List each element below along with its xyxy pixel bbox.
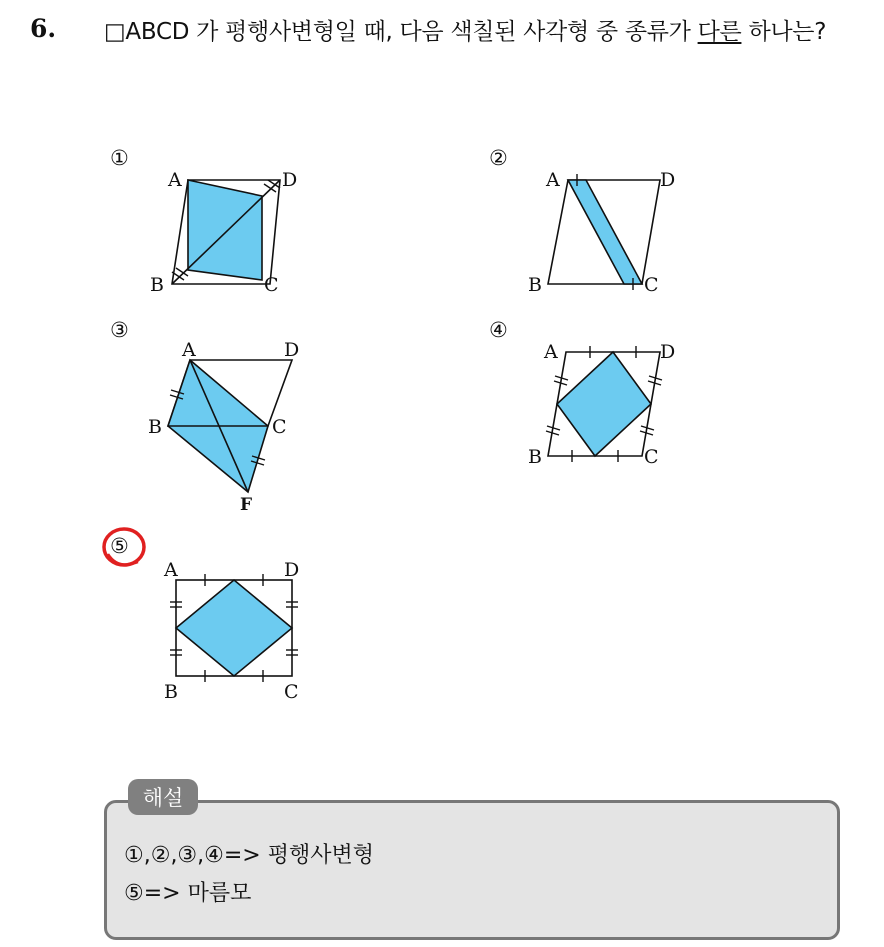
option-3-figure xyxy=(140,336,320,516)
explanation-line-2: ⑤=> 마름모 xyxy=(124,881,252,906)
option-1-label-d: D xyxy=(282,169,298,191)
option-1-label-b: B xyxy=(150,274,164,296)
explanation-tag: 해설 xyxy=(128,779,198,815)
option-1-label-c: C xyxy=(264,274,279,296)
option-5-label-d: D xyxy=(284,559,300,581)
option-4-label-b: B xyxy=(528,446,542,468)
explanation-line-1: ①,②,③,④=> 평행사변형 xyxy=(124,843,374,868)
option-3-label-a: A xyxy=(182,339,196,361)
question-emphasis: 다른 xyxy=(697,19,742,45)
question-text-before: □ABCD 가 평행사변형일 때, 다음 색칠된 사각형 중 종류가 xyxy=(104,19,698,45)
option-5-number[interactable]: ⑤ xyxy=(110,534,129,558)
option-4-number[interactable]: ④ xyxy=(489,318,508,342)
option-4-label-c: C xyxy=(644,446,659,468)
explanation-box xyxy=(104,800,840,940)
option-4-label-a: A xyxy=(544,341,558,363)
option-5-figure xyxy=(160,560,320,710)
option-2-label-d: D xyxy=(660,169,676,191)
option-5-label-c: C xyxy=(284,681,299,703)
option-3-label-d: D xyxy=(284,339,300,361)
option-2-label-a: A xyxy=(546,169,560,191)
option-1-label-a: A xyxy=(168,169,182,191)
question-text xyxy=(104,14,874,50)
option-3-label-c: C xyxy=(272,416,287,438)
option-4-label-d: D xyxy=(660,341,676,363)
question-text-after: 하나는? xyxy=(741,19,827,45)
question-number: 6. xyxy=(30,14,57,43)
option-5-label-b: B xyxy=(164,681,178,703)
option-2-figure xyxy=(520,160,690,300)
option-1-figure xyxy=(140,160,310,300)
option-3-label-f: F xyxy=(240,495,253,515)
option-2-label-b: B xyxy=(528,274,542,296)
option-5-label-a: A xyxy=(164,559,178,581)
option-3-label-b: B xyxy=(148,416,162,438)
option-1-number[interactable]: ① xyxy=(110,146,129,170)
option-2-number[interactable]: ② xyxy=(489,146,508,170)
option-2-label-c: C xyxy=(644,274,659,296)
option-4-figure xyxy=(520,336,700,476)
option-3-number[interactable]: ③ xyxy=(110,318,129,342)
